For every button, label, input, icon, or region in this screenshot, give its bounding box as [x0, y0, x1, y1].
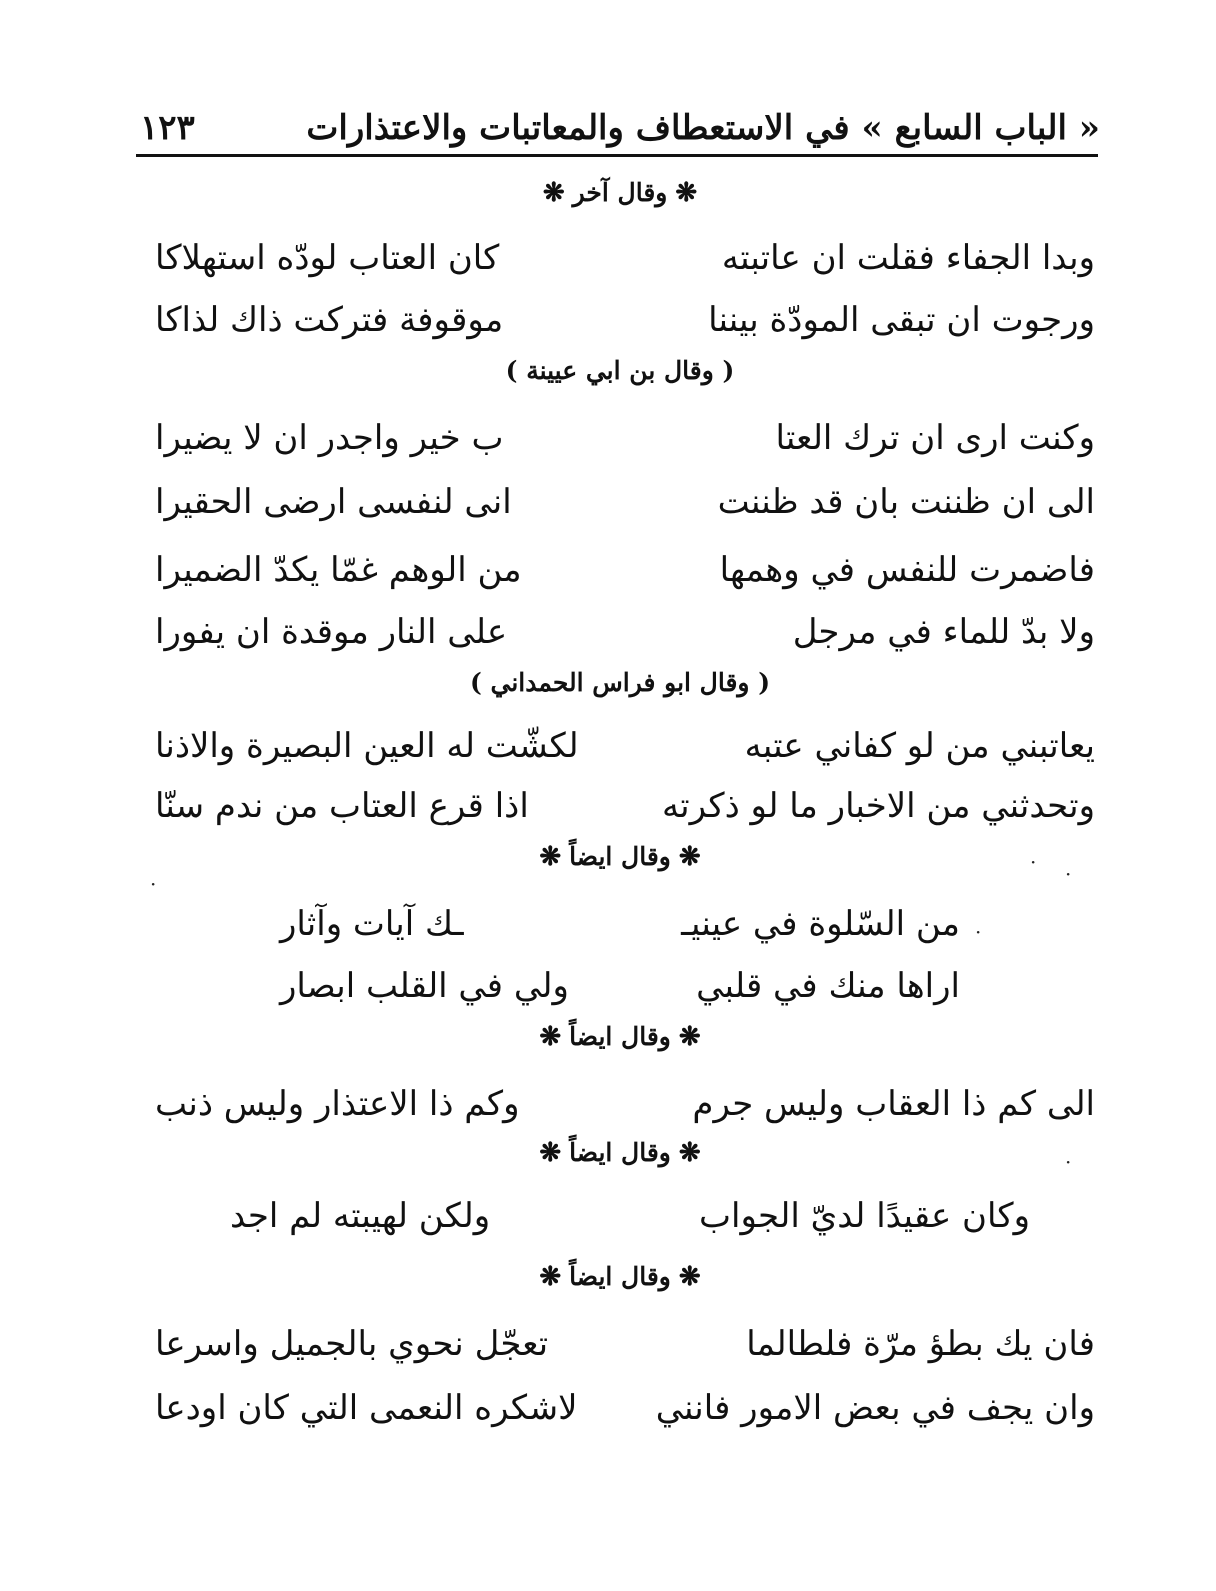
verse-hemistich-first: وتحدثني من الاخبار ما لو ذكرته: [661, 786, 1095, 826]
verse-hemistich-first: فان يك بطؤ مرّة فلطالما: [746, 1324, 1095, 1364]
scan-speck: ·: [150, 872, 157, 896]
verse-line: [155, 1314, 1095, 1374]
scan-speck: ·: [1065, 1150, 1072, 1174]
ornament-icon: ❋: [678, 1022, 701, 1052]
ornament-icon: ❋: [678, 1262, 701, 1292]
verse-hemistich-first: الى كم ذا العقاب وليس جرم: [692, 1084, 1095, 1124]
verse-line: [155, 1378, 1095, 1438]
ornament-icon: ❋: [542, 178, 565, 208]
verse-hemistich-second: من الوهم غمّا يكدّ الضميرا: [155, 550, 522, 590]
section-heading: ❋وقال ايضاً❋: [539, 1138, 701, 1168]
scan-speck: ·: [1065, 862, 1072, 886]
verse-hemistich-first: وكنت ارى ان ترك العتا: [775, 418, 1095, 458]
section-heading: ❋وقال ايضاً❋: [539, 1022, 701, 1052]
chapter-title: « الباب السابع » في الاستعطاف والمعاتبات والاعتذارات: [306, 108, 1100, 148]
verse-hemistich-first: وبدا الجفاء فقلت ان عاتبته: [721, 238, 1095, 278]
verse-hemistich-first: وان يجف في بعض الامور فانني: [655, 1388, 1095, 1428]
section-heading: ( وقال بن ابي عيينة ): [505, 356, 735, 385]
verse-hemistich-second: وكم ذا الاعتذار وليس ذنب: [155, 1084, 520, 1124]
verse-line: [155, 540, 1095, 600]
verse-hemistich-second: ـك آيات وآثار: [280, 904, 464, 944]
verse-line: [155, 472, 1095, 532]
verse-hemistich-second: على النار موقدة ان يفورا: [155, 612, 508, 652]
verse-line: [155, 602, 1095, 662]
verse-hemistich-second: انى لنفسى ارضى الحقيرا: [155, 482, 512, 522]
section-heading: ❋وقال ايضاً❋: [539, 842, 701, 872]
ornament-icon: ❋: [678, 842, 701, 872]
verse-line: [280, 956, 960, 1016]
verse-hemistich-first: من السّلوة في عينيـ: [681, 904, 960, 944]
verse-hemistich-second: كان العتاب لودّه استهلاكا: [155, 238, 500, 278]
verse-line: [280, 894, 960, 954]
ornament-icon: ❋: [675, 178, 698, 208]
section-heading: ❋وقال ايضاً❋: [539, 1262, 701, 1292]
verse-line: [155, 408, 1095, 468]
verse-hemistich-second: موقوفة فتركت ذاك لذاكا: [155, 300, 504, 340]
verse-hemistich-first: الى ان ظننت بان قد ظننت: [717, 482, 1095, 522]
verse-line: [155, 228, 1095, 288]
verse-hemistich-first: فاضمرت للنفس في وهمها: [719, 550, 1095, 590]
verse-hemistich-first: ولا بدّ للماء في مرجل: [792, 612, 1095, 652]
verse-line: [155, 776, 1095, 836]
verse-hemistich-second: تعجّل نحوي بالجميل واسرعا: [155, 1324, 549, 1364]
verse-line: [155, 1074, 1095, 1134]
verse-hemistich-first: يعاتبني من لو كفاني عتبه: [744, 726, 1095, 766]
verse-hemistich-first: ورجوت ان تبقى المودّة بيننا: [708, 300, 1095, 340]
verse-line: [230, 1186, 1030, 1246]
verse-hemistich-second: ب خير واجدر ان لا يضيرا: [155, 418, 504, 458]
ornament-icon: ❋: [678, 1138, 701, 1168]
ornament-icon: ❋: [539, 842, 562, 872]
scan-speck: ·: [1030, 850, 1037, 874]
verse-hemistich-second: ولكن لهيبته لم اجد: [230, 1196, 491, 1236]
ornament-icon: ❋: [539, 1262, 562, 1292]
verse-line: [155, 290, 1095, 350]
verse-line: [155, 716, 1095, 776]
running-header: [140, 92, 1100, 148]
ornament-icon: ❋: [539, 1138, 562, 1168]
page-number: ١٢٣: [140, 108, 195, 148]
verse-hemistich-second: لاشكره النعمى التي كان اودعا: [155, 1388, 578, 1428]
verse-hemistich-first: وكان عقيدًا لديّ الجواب: [699, 1196, 1030, 1236]
section-heading: ( وقال ابو فراس الحمداني ): [469, 668, 771, 697]
section-heading: ❋وقال آخر❋: [542, 178, 698, 208]
header-rule: [136, 154, 1098, 157]
verse-hemistich-first: اراها منك في قلبي: [696, 966, 960, 1006]
scan-speck: ·: [975, 920, 982, 944]
ornament-icon: ❋: [539, 1022, 562, 1052]
verse-hemistich-second: اذا قرع العتاب من ندم سنّا: [155, 786, 529, 826]
verse-hemistich-second: ولي في القلب ابصار: [280, 966, 569, 1006]
verse-hemistich-second: لكشّت له العين البصيرة والاذنا: [155, 726, 579, 766]
